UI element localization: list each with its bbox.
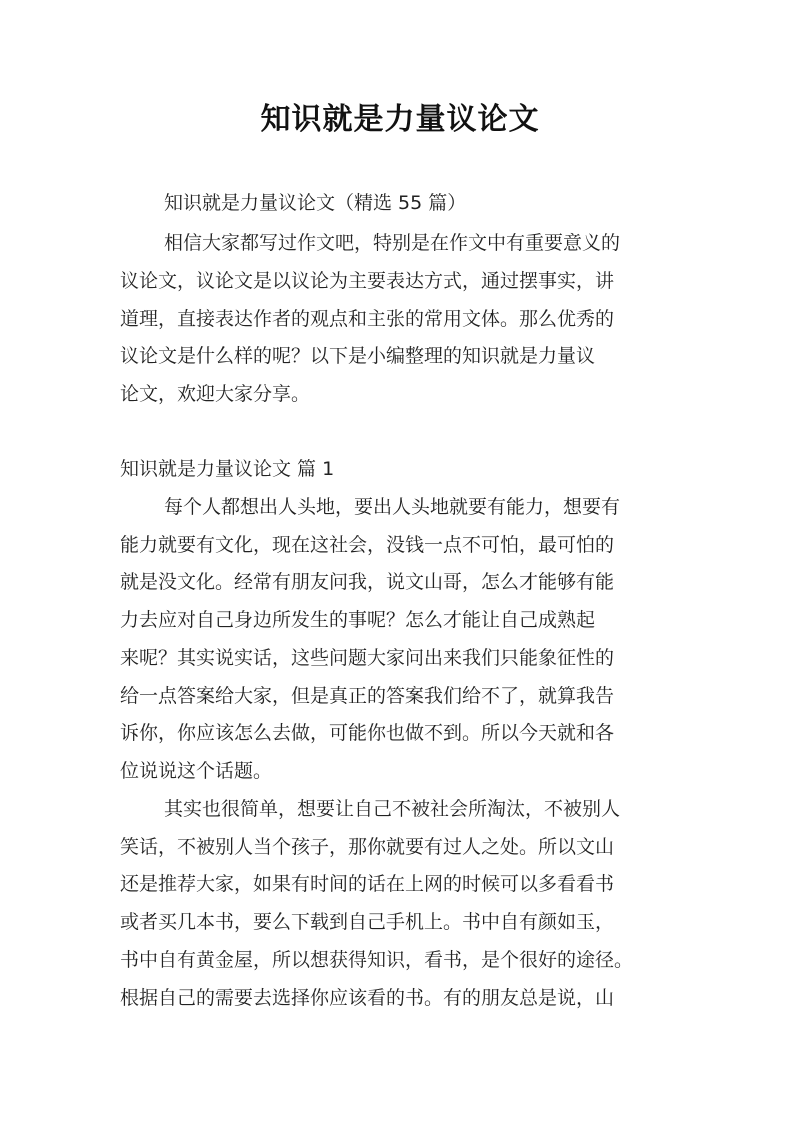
document-title: 知识就是力量议论文 bbox=[260, 102, 540, 137]
paragraph-line: 其实也很简单，想要让自己不被社会所淘汰，不被别人 bbox=[164, 798, 621, 820]
paragraph-line: 就是没文化。经常有朋友问我，说文山哥，怎么才能够有能 bbox=[120, 571, 615, 593]
paragraph-line: 书中自有黄金屋，所以想获得知识，看书，是个很好的途径。 bbox=[120, 949, 634, 971]
paragraph-line: 能力就要有文化，现在这社会，没钱一点不可怕，最可怕的 bbox=[120, 534, 615, 556]
paragraph-line: 给一点答案给大家，但是真正的答案我们给不了，就算我告 bbox=[120, 685, 615, 707]
paragraph-line: 道理，直接表达作者的观点和主张的常用文体。那么优秀的 bbox=[120, 308, 615, 330]
paragraph-line: 议论文是什么样的呢？以下是小编整理的知识就是力量议 bbox=[120, 345, 596, 367]
section-heading: 知识就是力量议论文 篇 1 bbox=[120, 458, 335, 480]
paragraph-line: 力去应对自己身边所发生的事呢？怎么才能让自己成熟起 bbox=[120, 609, 596, 631]
document-body bbox=[120, 0, 682, 1131]
paragraph-line: 还是推荐大家，如果有时间的话在上网的时候可以多看看书 bbox=[120, 873, 615, 895]
paragraph-line: 议论文，议论文是以议论为主要表达方式，通过摆事实，讲 bbox=[120, 270, 615, 292]
paragraph-line: 相信大家都写过作文吧，特别是在作文中有重要意义的 bbox=[164, 232, 621, 254]
paragraph-line: 每个人都想出人头地，要出人头地就要有能力，想要有 bbox=[164, 496, 621, 518]
paragraph-line: 或者买几本书，要么下载到自己手机上。书中自有颜如玉， bbox=[120, 911, 615, 933]
paragraph-line: 来呢？其实说实话，这些问题大家问出来我们只能象征性的 bbox=[120, 647, 615, 669]
paragraph-line: 位说说这个话题。 bbox=[120, 760, 273, 782]
paragraph-line: 笑话，不被别人当个孩子，那你就要有过人之处。所以文山 bbox=[120, 836, 615, 858]
subtitle-line: 知识就是力量议论文（精选 55 篇） bbox=[164, 192, 467, 214]
paragraph-line: 论文，欢迎大家分享。 bbox=[120, 383, 311, 405]
paragraph-line: 诉你，你应该怎么去做，可能你也做不到。所以今天就和各 bbox=[120, 722, 615, 744]
paragraph-line: 根据自己的需要去选择你应该看的书。有的朋友总是说，山 bbox=[120, 987, 615, 1009]
